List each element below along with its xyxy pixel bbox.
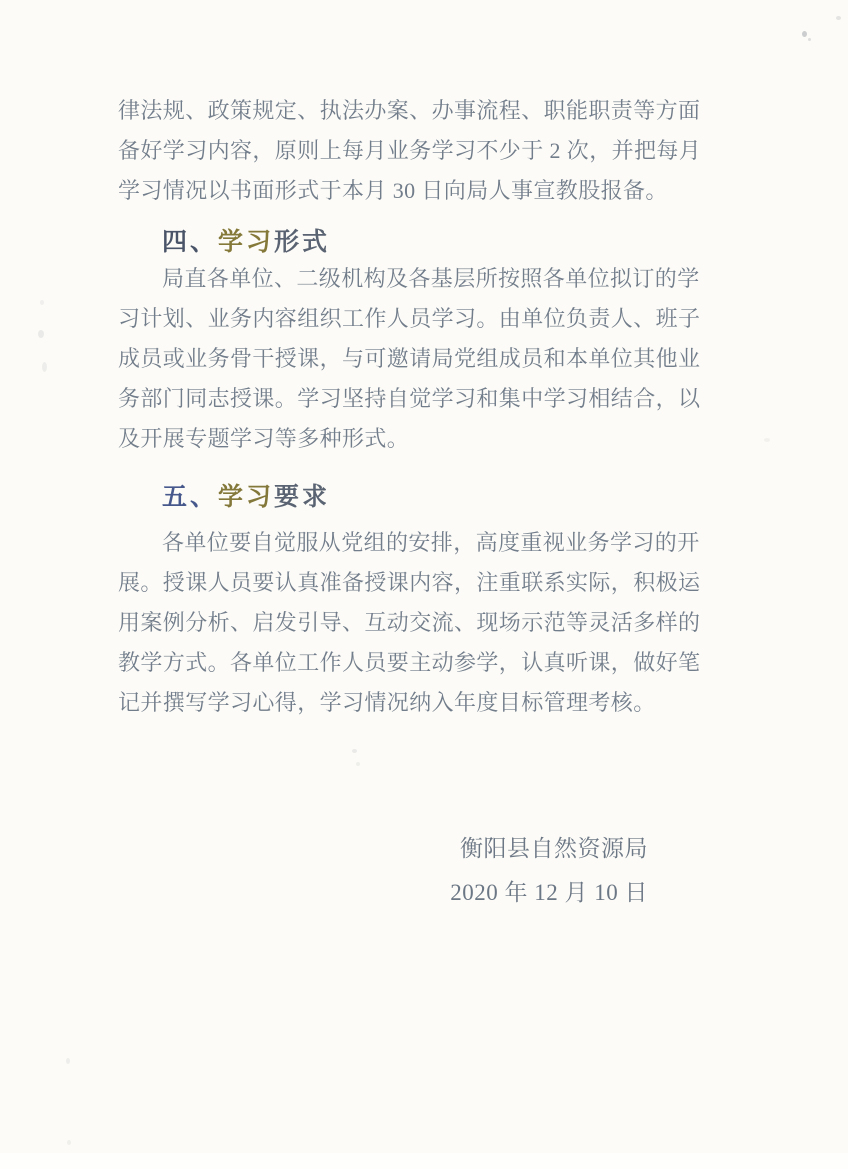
scan-artifact xyxy=(352,749,357,753)
paragraph-learning-requirements xyxy=(118,523,778,723)
scan-artifact xyxy=(356,762,360,766)
signature-date: 2020 年 12 月 10 日 xyxy=(450,880,648,905)
paragraph-learning-format xyxy=(118,259,778,459)
section-heading-learning-format: 四、学习形式 xyxy=(162,228,331,256)
signature-block xyxy=(450,827,648,915)
text-line: 各单位要自觉服从党组的安排，高度重视业务学习的开 xyxy=(162,530,700,555)
signature-org: 衡阳县自然资源局 xyxy=(460,836,648,861)
scan-artifact xyxy=(42,362,47,372)
text-line: 记并撰写学习心得，学习情况纳入年度目标管理考核。 xyxy=(118,690,656,715)
text-line: 务部门同志授课。学习坚持自觉学习和集中学习相结合，以 xyxy=(118,386,701,411)
text-line: 律法规、政策规定、执法办案、办事流程、职能职责等方面 xyxy=(118,98,701,123)
scan-artifact xyxy=(836,16,841,20)
text-line: 成员或业务骨干授课，与可邀请局党组成员和本单位其他业 xyxy=(118,346,701,371)
text-line: 局直各单位、二级机构及各基层所按照各单位拟订的学 xyxy=(162,266,700,291)
scan-artifact xyxy=(66,1058,70,1064)
text-line: 备好学习内容，原则上每月业务学习不少于 2 次，并把每月 xyxy=(118,138,702,163)
section-heading-learning-requirements: 五、学习要求 xyxy=(162,483,331,511)
text-line: 及开展专题学习等多种形式。 xyxy=(118,426,410,451)
scan-artifact xyxy=(40,300,44,305)
text-line: 学习情况以书面形式于本月 30 日向局人事宣教股报备。 xyxy=(118,178,668,203)
scan-artifact xyxy=(67,1140,71,1145)
text-line: 教学方式。各单位工作人员要主动参学，认真听课，做好笔 xyxy=(118,650,701,675)
scan-artifact xyxy=(38,330,44,338)
scan-artifact xyxy=(764,438,770,442)
scan-artifact xyxy=(808,38,811,41)
text-line: 习计划、业务内容组织工作人员学习。由单位负责人、班子 xyxy=(118,306,701,331)
text-line: 用案例分析、启发引导、互动交流、现场示范等灵活多样的 xyxy=(118,610,701,635)
paragraph-continuation xyxy=(118,91,778,211)
text-line: 展。授课人员要认真准备授课内容，注重联系实际，积极运 xyxy=(118,570,701,595)
scan-artifact xyxy=(802,31,807,37)
